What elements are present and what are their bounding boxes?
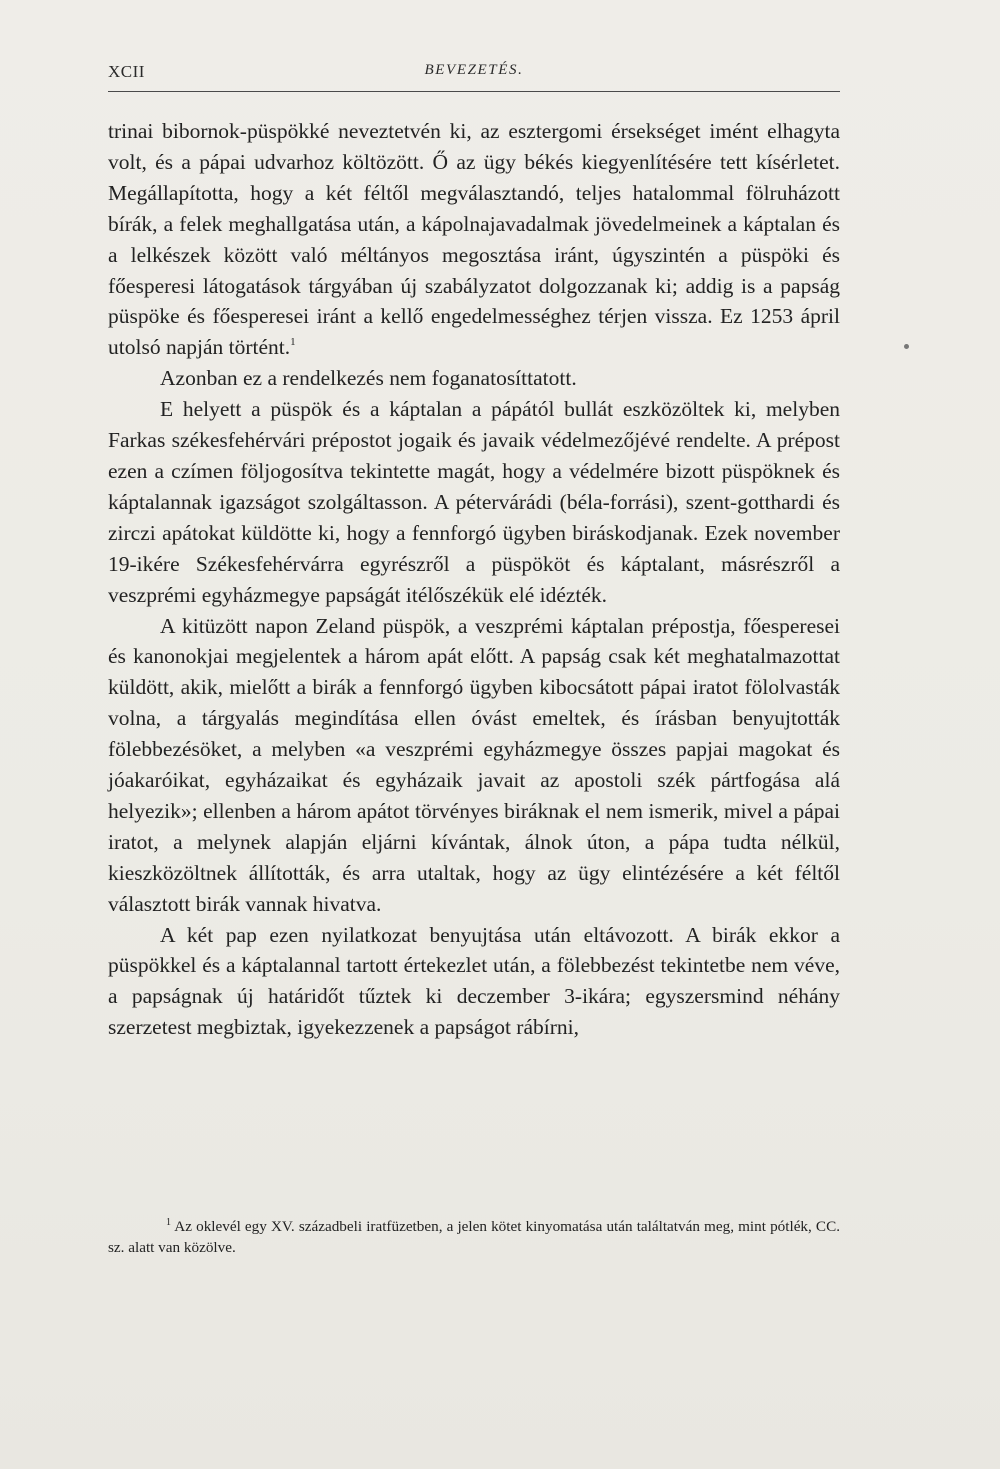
footnote-mark: 1 [166, 1217, 171, 1228]
paragraph: A két pap ezen nyilatkozat benyujtása után eltávozott. A birák ekkor a püspökkel és a káptalannal tartott értekezlet után, a fölebbezést tekintetbe nem véve, a papságnak új határidőt tűztek ki deczember 3-ikára; egyszersmind néhány szerzetest megbiztak, igyekezzenek a papságot rábírni, [108, 922, 840, 1040]
running-head: BEVEZETÉS. [424, 62, 524, 78]
paragraph-continued [108, 116, 840, 363]
page-number: XCII [108, 62, 145, 81]
paragraph-text: trinai bibornok-püspökké neveztetvén ki, az esztergomi érsekséget imént elhagyta volt, és a pápai udvarhoz költözött. Ő az ügy békés kiegyenlítésére tett kísérletet. Megállapította, hogy a két féltől megválasztandó, teljes hatalommal fölruházott bírák, a felek meghallgatása után, a kápolnajavadalmak jövedelmeinek a káptalan és a lelkészek között való méltányos megosztása iránt, úgyszintén a püspöki és főesperesi látogatások tárgyában új szabályzatot dolgozzanak ki; addig is a papság püspöke és főesperesei iránt a kellő engedelmességhez térjen vissza. Ez 1253 ápril utolsó napján történt. [108, 119, 840, 360]
header-rule [108, 91, 840, 92]
footnote [108, 1216, 840, 1258]
footnote-text: Az oklevél egy XV. századbeli iratfüzetben, a jelen kötet kinyomatása után találtatván meg, mint pótlék, CC. sz. alatt van közölve. [108, 1218, 840, 1256]
paragraph: Azonban ez a rendelkezés nem foganatosíttatott. [160, 366, 577, 391]
main-text [108, 116, 840, 1043]
paragraph: A kitüzött napon Zeland püspök, a veszprémi káptalan prépostja, főesperesei és kanonokjai megjelentek a három apát előtt. A papság csak két meghatalmazottat küldött, akik, mielőtt a birák a fennforgó ügyben kibocsátott pápai iratot fölolvasták volna, a tárgyalás megindítása ellen óvást emeltek, és írásban benyujtották fölebbezésöket, a melyben «a veszprémi egyházmegye összes papjai magokat és jóakaróikat, egyházaikat és egyházaik javait az apostoli szék pártfogása alá helyezik»; ellenben a három apátot törvényes biráknak el nem ismerik, mivel a pápai iratot, a melynek alapján eljárni kívántak, álnok úton, a pápa tudta nélkül, kieszközöltnek állították, és arra utaltak, hogy az ügy elintézésére a két féltől választott birák vannak hivatva. [108, 613, 840, 916]
paper-speck [904, 344, 909, 349]
footnote-reference[interactable]: 1 [290, 336, 296, 349]
page-header [108, 62, 840, 88]
footnote-paragraph [108, 1216, 840, 1258]
paragraph: E helyett a püspök és a káptalan a pápától bullát eszközöltek ki, melyben Farkas székesfehérvári prépostot jogaik és javaik védelmezőjévé rendelte. A prépost ezen a czímen följogosítva tekintette magát, hogy a védelmére bizott püspöknek és káptalannak igazságot szolgáltasson. A pétervárádi (béla-forrási), szent-gotthardi és zirczi apátokat küldötte ki, hogy a fennforgó ügyben biráskodjanak. Ezek november 19-ikére Székesfehérvárra egyrészről a püspököt és káptalant, másrészről a veszprémi egyházmegye papságát itélőszékük elé idézték. [108, 397, 840, 607]
